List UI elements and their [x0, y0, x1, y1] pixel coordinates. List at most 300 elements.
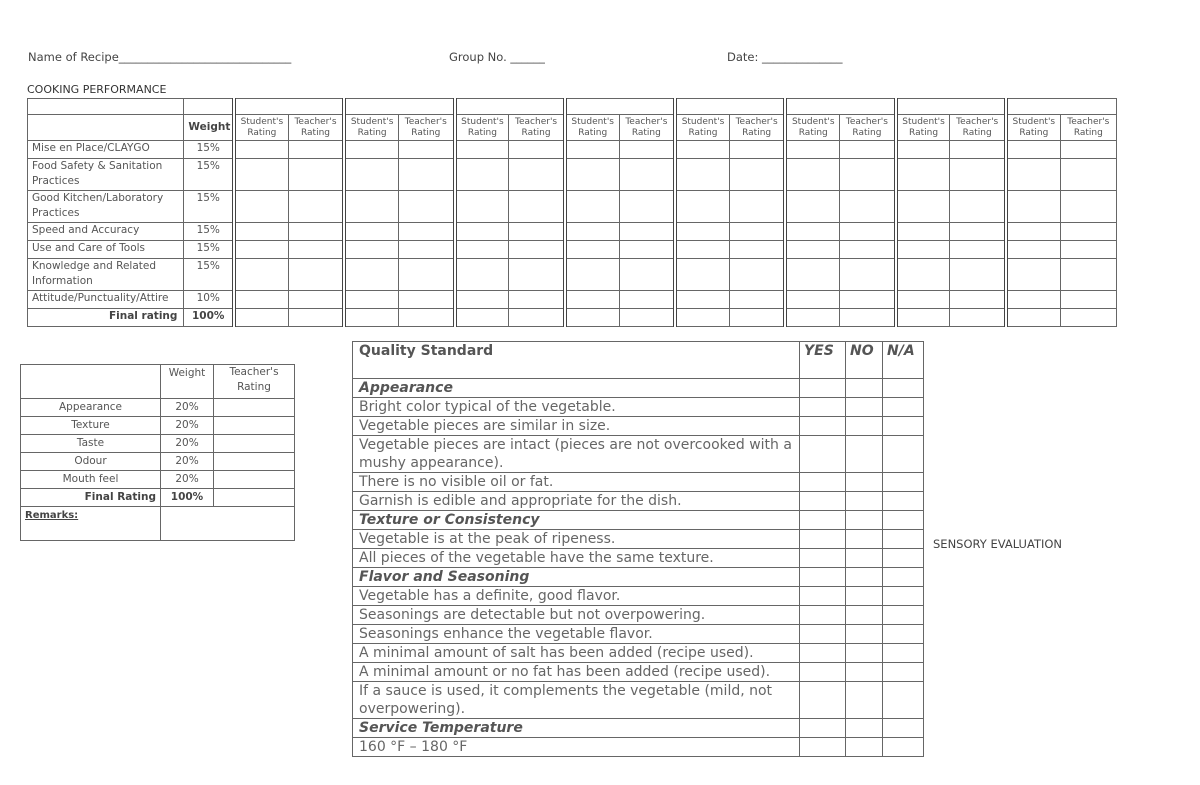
student-rating-cell[interactable]	[344, 291, 398, 309]
teacher-final-cell[interactable]	[509, 309, 565, 327]
teacher-rating-cell[interactable]	[950, 291, 1006, 309]
teacher-rating-cell[interactable]	[398, 223, 454, 241]
sensory-final-label: Final Rating	[21, 489, 161, 507]
student-rating-header: Student's Rating	[565, 115, 619, 141]
teacher-rating-header: Teacher's Rating	[398, 115, 454, 141]
cooking-performance-table	[27, 98, 1117, 327]
teacher-rating-cell[interactable]	[729, 159, 785, 191]
remarks-label: Remarks:	[21, 507, 161, 541]
cook-criteria-header	[28, 115, 184, 141]
na-cell	[883, 379, 924, 398]
no-cell[interactable]	[846, 492, 883, 511]
teacher-rating-cell[interactable]	[1060, 259, 1116, 291]
teacher-rating-cell[interactable]	[509, 241, 565, 259]
criteria-weight: 10%	[184, 291, 234, 309]
teacher-rating-cell[interactable]	[288, 241, 344, 259]
sensory-teacher-rating-cell[interactable]	[214, 435, 295, 453]
teacher-rating-cell[interactable]	[840, 259, 896, 291]
no-cell[interactable]	[846, 587, 883, 606]
student-rating-cell[interactable]	[234, 223, 288, 241]
student-rating-cell[interactable]	[785, 223, 839, 241]
teacher-rating-cell[interactable]	[950, 223, 1006, 241]
table-row	[28, 141, 1117, 159]
cook-group-header-8	[1006, 99, 1116, 115]
sensory-teacher-rating-cell[interactable]	[214, 417, 295, 435]
student-rating-cell[interactable]	[344, 241, 398, 259]
quality-category: Flavor and Seasoning	[353, 568, 800, 587]
yes-cell[interactable]	[800, 587, 846, 606]
table-row	[28, 259, 1117, 291]
na-cell[interactable]	[883, 682, 924, 719]
na-cell[interactable]	[883, 663, 924, 682]
quality-criterion: There is no visible oil or fat.	[353, 473, 800, 492]
yes-cell[interactable]	[800, 436, 846, 473]
student-rating-cell[interactable]	[455, 191, 509, 223]
teacher-rating-cell[interactable]	[729, 259, 785, 291]
teacher-rating-cell[interactable]	[840, 191, 896, 223]
student-rating-cell[interactable]	[234, 291, 288, 309]
na-cell[interactable]	[883, 625, 924, 644]
teacher-rating-cell[interactable]	[398, 191, 454, 223]
sensory-attribute-label: Odour	[21, 453, 161, 471]
student-rating-cell[interactable]	[1006, 291, 1060, 309]
no-cell	[846, 379, 883, 398]
quality-category: Service Temperature	[353, 719, 800, 738]
student-rating-header: Student's Rating	[455, 115, 509, 141]
student-final-cell[interactable]	[565, 309, 619, 327]
teacher-rating-cell[interactable]	[840, 291, 896, 309]
teacher-rating-cell[interactable]	[509, 223, 565, 241]
quality-category: Appearance	[353, 379, 800, 398]
teacher-rating-cell[interactable]	[1060, 191, 1116, 223]
criteria-weight: 15%	[184, 191, 234, 223]
student-rating-cell[interactable]	[896, 223, 950, 241]
yes-cell[interactable]	[800, 530, 846, 549]
student-final-cell[interactable]	[1006, 309, 1060, 327]
teacher-rating-cell[interactable]	[398, 241, 454, 259]
teacher-rating-cell[interactable]	[509, 159, 565, 191]
teacher-rating-cell[interactable]	[729, 141, 785, 159]
cook-group-header-5	[675, 99, 785, 115]
student-rating-cell[interactable]	[455, 159, 509, 191]
table-row	[353, 625, 924, 644]
teacher-rating-cell[interactable]	[619, 259, 675, 291]
student-rating-cell[interactable]	[1006, 223, 1060, 241]
student-rating-cell[interactable]	[344, 259, 398, 291]
student-rating-cell[interactable]	[785, 241, 839, 259]
remarks-field[interactable]	[161, 507, 295, 541]
student-rating-header: Student's Rating	[344, 115, 398, 141]
student-rating-cell[interactable]	[1006, 159, 1060, 191]
teacher-final-cell[interactable]	[950, 309, 1006, 327]
na-cell[interactable]	[883, 644, 924, 663]
quality-criterion: A minimal amount of salt has been added (recipe used).	[353, 644, 800, 663]
sensory-attribute-weight: 20%	[161, 471, 214, 489]
no-cell[interactable]	[846, 417, 883, 436]
teacher-rating-cell[interactable]	[619, 191, 675, 223]
teacher-rating-header: Teacher's Rating	[729, 115, 785, 141]
no-cell[interactable]	[846, 738, 883, 757]
yes-cell	[800, 568, 846, 587]
student-rating-cell[interactable]	[785, 141, 839, 159]
table-row	[353, 398, 924, 417]
yes-cell[interactable]	[800, 644, 846, 663]
student-rating-header: Student's Rating	[785, 115, 839, 141]
student-rating-cell[interactable]	[234, 241, 288, 259]
recipe-name-field: Name of Recipe______________________________	[28, 50, 292, 64]
student-rating-cell[interactable]	[455, 241, 509, 259]
student-rating-header: Student's Rating	[1006, 115, 1060, 141]
no-cell[interactable]	[846, 398, 883, 417]
teacher-rating-cell[interactable]	[288, 223, 344, 241]
quality-standard-table	[352, 341, 924, 757]
student-rating-cell[interactable]	[675, 241, 729, 259]
final-rating-weight: 100%	[184, 309, 234, 327]
criteria-weight: 15%	[184, 159, 234, 191]
student-rating-cell[interactable]	[675, 191, 729, 223]
student-rating-cell[interactable]	[785, 259, 839, 291]
table-row	[353, 738, 924, 757]
table-row	[28, 291, 1117, 309]
teacher-rating-cell[interactable]	[840, 159, 896, 191]
teacher-rating-cell[interactable]	[288, 141, 344, 159]
student-rating-cell[interactable]	[565, 159, 619, 191]
yes-cell[interactable]	[800, 663, 846, 682]
cooking-performance-title: COOKING PERFORMANCE	[27, 83, 167, 96]
quality-criterion: Vegetable has a definite, good flavor.	[353, 587, 800, 606]
table-row	[21, 435, 295, 453]
yes-cell	[800, 379, 846, 398]
yes-cell[interactable]	[800, 625, 846, 644]
teacher-rating-cell[interactable]	[619, 291, 675, 309]
student-rating-cell[interactable]	[1006, 141, 1060, 159]
teacher-rating-header: Teacher's Rating	[619, 115, 675, 141]
student-final-cell[interactable]	[785, 309, 839, 327]
teacher-rating-cell[interactable]	[619, 241, 675, 259]
student-rating-cell[interactable]	[896, 259, 950, 291]
yes-cell[interactable]	[800, 398, 846, 417]
teacher-rating-cell[interactable]	[398, 291, 454, 309]
cook-group-header-6	[785, 99, 895, 115]
student-rating-cell[interactable]	[675, 141, 729, 159]
teacher-rating-cell[interactable]	[950, 241, 1006, 259]
teacher-rating-cell[interactable]	[509, 259, 565, 291]
no-cell[interactable]	[846, 436, 883, 473]
quality-criterion: Garnish is edible and appropriate for the dish.	[353, 492, 800, 511]
teacher-rating-cell[interactable]	[1060, 141, 1116, 159]
criteria-label: Attitude/Punctuality/Attire	[28, 291, 184, 309]
teacher-rating-cell[interactable]	[619, 159, 675, 191]
yes-cell[interactable]	[800, 492, 846, 511]
student-rating-cell[interactable]	[565, 259, 619, 291]
sensory-weight-header: Weight	[161, 365, 214, 399]
student-rating-cell[interactable]	[565, 141, 619, 159]
teacher-rating-header: Teacher's Rating	[950, 115, 1006, 141]
criteria-label: Knowledge and Related Information	[28, 259, 184, 291]
quality-criterion: Seasonings enhance the vegetable flavor.	[353, 625, 800, 644]
student-rating-cell[interactable]	[896, 291, 950, 309]
student-rating-cell[interactable]	[1006, 259, 1060, 291]
teacher-rating-cell[interactable]	[950, 191, 1006, 223]
category-row	[353, 379, 924, 398]
teacher-rating-header: Teacher's Rating	[509, 115, 565, 141]
quality-criterion: A minimal amount or no fat has been added (recipe used).	[353, 663, 800, 682]
student-rating-cell[interactable]	[565, 191, 619, 223]
na-cell[interactable]	[883, 549, 924, 568]
yes-cell[interactable]	[800, 738, 846, 757]
no-cell[interactable]	[846, 663, 883, 682]
sensory-attribute-weight: 20%	[161, 417, 214, 435]
na-cell	[883, 719, 924, 738]
student-final-cell[interactable]	[344, 309, 398, 327]
criteria-weight: 15%	[184, 241, 234, 259]
teacher-rating-header: Teacher's Rating	[288, 115, 344, 141]
na-cell[interactable]	[883, 738, 924, 757]
sensory-attribute-weight: 20%	[161, 453, 214, 471]
teacher-rating-cell[interactable]	[288, 159, 344, 191]
sensory-attribute-label: Mouth feel	[21, 471, 161, 489]
na-cell[interactable]	[883, 587, 924, 606]
cook-group-header-4	[565, 99, 675, 115]
table-row	[353, 492, 924, 511]
criteria-weight: 15%	[184, 223, 234, 241]
na-cell[interactable]	[883, 606, 924, 625]
teacher-rating-cell[interactable]	[1060, 159, 1116, 191]
teacher-rating-cell[interactable]	[840, 141, 896, 159]
no-cell[interactable]	[846, 549, 883, 568]
student-rating-cell[interactable]	[896, 141, 950, 159]
table-row	[28, 241, 1117, 259]
na-cell[interactable]	[883, 398, 924, 417]
sensory-attribute-label: Texture	[21, 417, 161, 435]
no-cell	[846, 568, 883, 587]
quality-criterion: Seasonings are detectable but not overpowering.	[353, 606, 800, 625]
table-row	[353, 549, 924, 568]
final-rating-label: Final rating	[28, 309, 184, 327]
yes-cell[interactable]	[800, 473, 846, 492]
teacher-rating-cell[interactable]	[619, 141, 675, 159]
student-rating-cell[interactable]	[565, 223, 619, 241]
cook-group-header-2	[344, 99, 454, 115]
sensory-teacher-header: Teacher's Rating	[214, 365, 295, 399]
cook-group-header-3	[455, 99, 565, 115]
no-cell[interactable]	[846, 682, 883, 719]
teacher-rating-header: Teacher's Rating	[1060, 115, 1116, 141]
student-rating-cell[interactable]	[896, 191, 950, 223]
yes-cell[interactable]	[800, 549, 846, 568]
criteria-label: Mise en Place/CLAYGO	[28, 141, 184, 159]
yes-cell	[800, 511, 846, 530]
student-rating-cell[interactable]	[896, 241, 950, 259]
student-rating-cell[interactable]	[785, 159, 839, 191]
teacher-rating-cell[interactable]	[619, 223, 675, 241]
yes-cell[interactable]	[800, 682, 846, 719]
no-cell[interactable]	[846, 644, 883, 663]
criteria-label: Speed and Accuracy	[28, 223, 184, 241]
student-rating-cell[interactable]	[675, 223, 729, 241]
student-rating-header: Student's Rating	[896, 115, 950, 141]
student-rating-header: Student's Rating	[675, 115, 729, 141]
student-rating-cell[interactable]	[234, 191, 288, 223]
sensory-final-rating-cell[interactable]	[214, 489, 295, 507]
student-rating-cell[interactable]	[344, 223, 398, 241]
quality-criterion: Vegetable is at the peak of ripeness.	[353, 530, 800, 549]
teacher-rating-cell[interactable]	[509, 291, 565, 309]
table-row	[28, 159, 1117, 191]
table-row	[28, 191, 1117, 223]
student-rating-cell[interactable]	[344, 141, 398, 159]
na-header: N/A	[883, 342, 924, 379]
teacher-final-cell[interactable]	[840, 309, 896, 327]
cook-top-blank	[28, 99, 184, 115]
sensory-teacher-rating-cell[interactable]	[214, 453, 295, 471]
student-final-cell[interactable]	[896, 309, 950, 327]
na-cell[interactable]	[883, 530, 924, 549]
student-rating-cell[interactable]	[234, 259, 288, 291]
cook-weight-header: Weight	[184, 115, 234, 141]
teacher-rating-cell[interactable]	[950, 259, 1006, 291]
no-cell[interactable]	[846, 625, 883, 644]
yes-cell[interactable]	[800, 417, 846, 436]
teacher-rating-cell[interactable]	[288, 191, 344, 223]
quality-standard-header: Quality Standard	[353, 342, 800, 379]
student-rating-cell[interactable]	[455, 223, 509, 241]
student-final-cell[interactable]	[455, 309, 509, 327]
teacher-rating-cell[interactable]	[509, 191, 565, 223]
criteria-label: Good Kitchen/Laboratory Practices	[28, 191, 184, 223]
student-rating-cell[interactable]	[896, 159, 950, 191]
quality-criterion: If a sauce is used, it complements the vegetable (mild, not overpowering).	[353, 682, 800, 719]
teacher-rating-cell[interactable]	[950, 159, 1006, 191]
student-rating-cell[interactable]	[675, 259, 729, 291]
quality-criterion: 160 °F – 180 °F	[353, 738, 800, 757]
teacher-final-cell[interactable]	[288, 309, 344, 327]
student-final-cell[interactable]	[675, 309, 729, 327]
table-row	[353, 606, 924, 625]
table-row	[353, 682, 924, 719]
table-row	[21, 471, 295, 489]
no-cell	[846, 511, 883, 530]
sensory-evaluation-table	[20, 364, 295, 541]
student-rating-cell[interactable]	[785, 191, 839, 223]
teacher-final-cell[interactable]	[619, 309, 675, 327]
sensory-evaluation-label: SENSORY EVALUATION	[933, 537, 1063, 551]
student-rating-cell[interactable]	[344, 159, 398, 191]
na-cell	[883, 511, 924, 530]
no-cell[interactable]	[846, 473, 883, 492]
na-cell[interactable]	[883, 492, 924, 511]
category-row	[353, 568, 924, 587]
student-rating-cell[interactable]	[344, 191, 398, 223]
table-row	[21, 453, 295, 471]
table-row	[353, 663, 924, 682]
teacher-final-cell[interactable]	[729, 309, 785, 327]
yes-header: YES	[800, 342, 846, 379]
criteria-weight: 15%	[184, 259, 234, 291]
sensory-attribute-label: Taste	[21, 435, 161, 453]
criteria-label: Use and Care of Tools	[28, 241, 184, 259]
teacher-rating-cell[interactable]	[729, 291, 785, 309]
student-rating-cell[interactable]	[1006, 191, 1060, 223]
quality-criterion: Vegetable pieces are similar in size.	[353, 417, 800, 436]
student-rating-cell[interactable]	[565, 291, 619, 309]
teacher-final-cell[interactable]	[1060, 309, 1116, 327]
no-cell[interactable]	[846, 530, 883, 549]
student-final-cell[interactable]	[234, 309, 288, 327]
student-rating-cell[interactable]	[675, 159, 729, 191]
na-cell[interactable]	[883, 417, 924, 436]
no-cell	[846, 719, 883, 738]
cook-group-header-1	[234, 99, 344, 115]
na-cell[interactable]	[883, 473, 924, 492]
group-number-field: Group No. ______	[449, 50, 545, 64]
teacher-rating-cell[interactable]	[840, 223, 896, 241]
no-cell[interactable]	[846, 606, 883, 625]
student-rating-header: Student's Rating	[234, 115, 288, 141]
table-row	[353, 530, 924, 549]
student-rating-cell[interactable]	[455, 259, 509, 291]
student-rating-cell[interactable]	[234, 141, 288, 159]
teacher-rating-cell[interactable]	[840, 241, 896, 259]
sensory-final-weight: 100%	[161, 489, 214, 507]
category-row	[353, 511, 924, 530]
student-rating-cell[interactable]	[785, 291, 839, 309]
student-rating-cell[interactable]	[455, 141, 509, 159]
yes-cell[interactable]	[800, 606, 846, 625]
quality-category: Texture or Consistency	[353, 511, 800, 530]
teacher-rating-header: Teacher's Rating	[840, 115, 896, 141]
table-row	[21, 417, 295, 435]
cook-top-weight-blank	[184, 99, 234, 115]
na-cell[interactable]	[883, 436, 924, 473]
sensory-header-blank	[21, 365, 161, 399]
date-field: Date: ______________	[727, 50, 843, 64]
teacher-rating-cell[interactable]	[1060, 291, 1116, 309]
criteria-weight: 15%	[184, 141, 234, 159]
na-cell	[883, 568, 924, 587]
teacher-rating-cell[interactable]	[509, 141, 565, 159]
teacher-rating-cell[interactable]	[398, 141, 454, 159]
teacher-final-cell[interactable]	[398, 309, 454, 327]
table-row	[353, 473, 924, 492]
table-row	[353, 587, 924, 606]
table-row	[28, 223, 1117, 241]
teacher-rating-cell[interactable]	[1060, 223, 1116, 241]
teacher-rating-cell[interactable]	[398, 259, 454, 291]
teacher-rating-cell[interactable]	[729, 223, 785, 241]
teacher-rating-cell[interactable]	[729, 191, 785, 223]
student-rating-cell[interactable]	[234, 159, 288, 191]
student-rating-cell[interactable]	[1006, 241, 1060, 259]
teacher-rating-cell[interactable]	[288, 259, 344, 291]
sensory-teacher-rating-cell[interactable]	[214, 399, 295, 417]
no-header: NO	[846, 342, 883, 379]
criteria-label: Food Safety & Sanitation Practices	[28, 159, 184, 191]
sensory-teacher-rating-cell[interactable]	[214, 471, 295, 489]
student-rating-cell[interactable]	[455, 291, 509, 309]
teacher-rating-cell[interactable]	[398, 159, 454, 191]
student-rating-cell[interactable]	[675, 291, 729, 309]
sensory-attribute-weight: 20%	[161, 435, 214, 453]
teacher-rating-cell[interactable]	[950, 141, 1006, 159]
teacher-rating-cell[interactable]	[288, 291, 344, 309]
table-row	[21, 399, 295, 417]
quality-criterion: Bright color typical of the vegetable.	[353, 398, 800, 417]
student-rating-cell[interactable]	[565, 241, 619, 259]
sensory-attribute-weight: 20%	[161, 399, 214, 417]
teacher-rating-cell[interactable]	[729, 241, 785, 259]
teacher-rating-cell[interactable]	[1060, 241, 1116, 259]
